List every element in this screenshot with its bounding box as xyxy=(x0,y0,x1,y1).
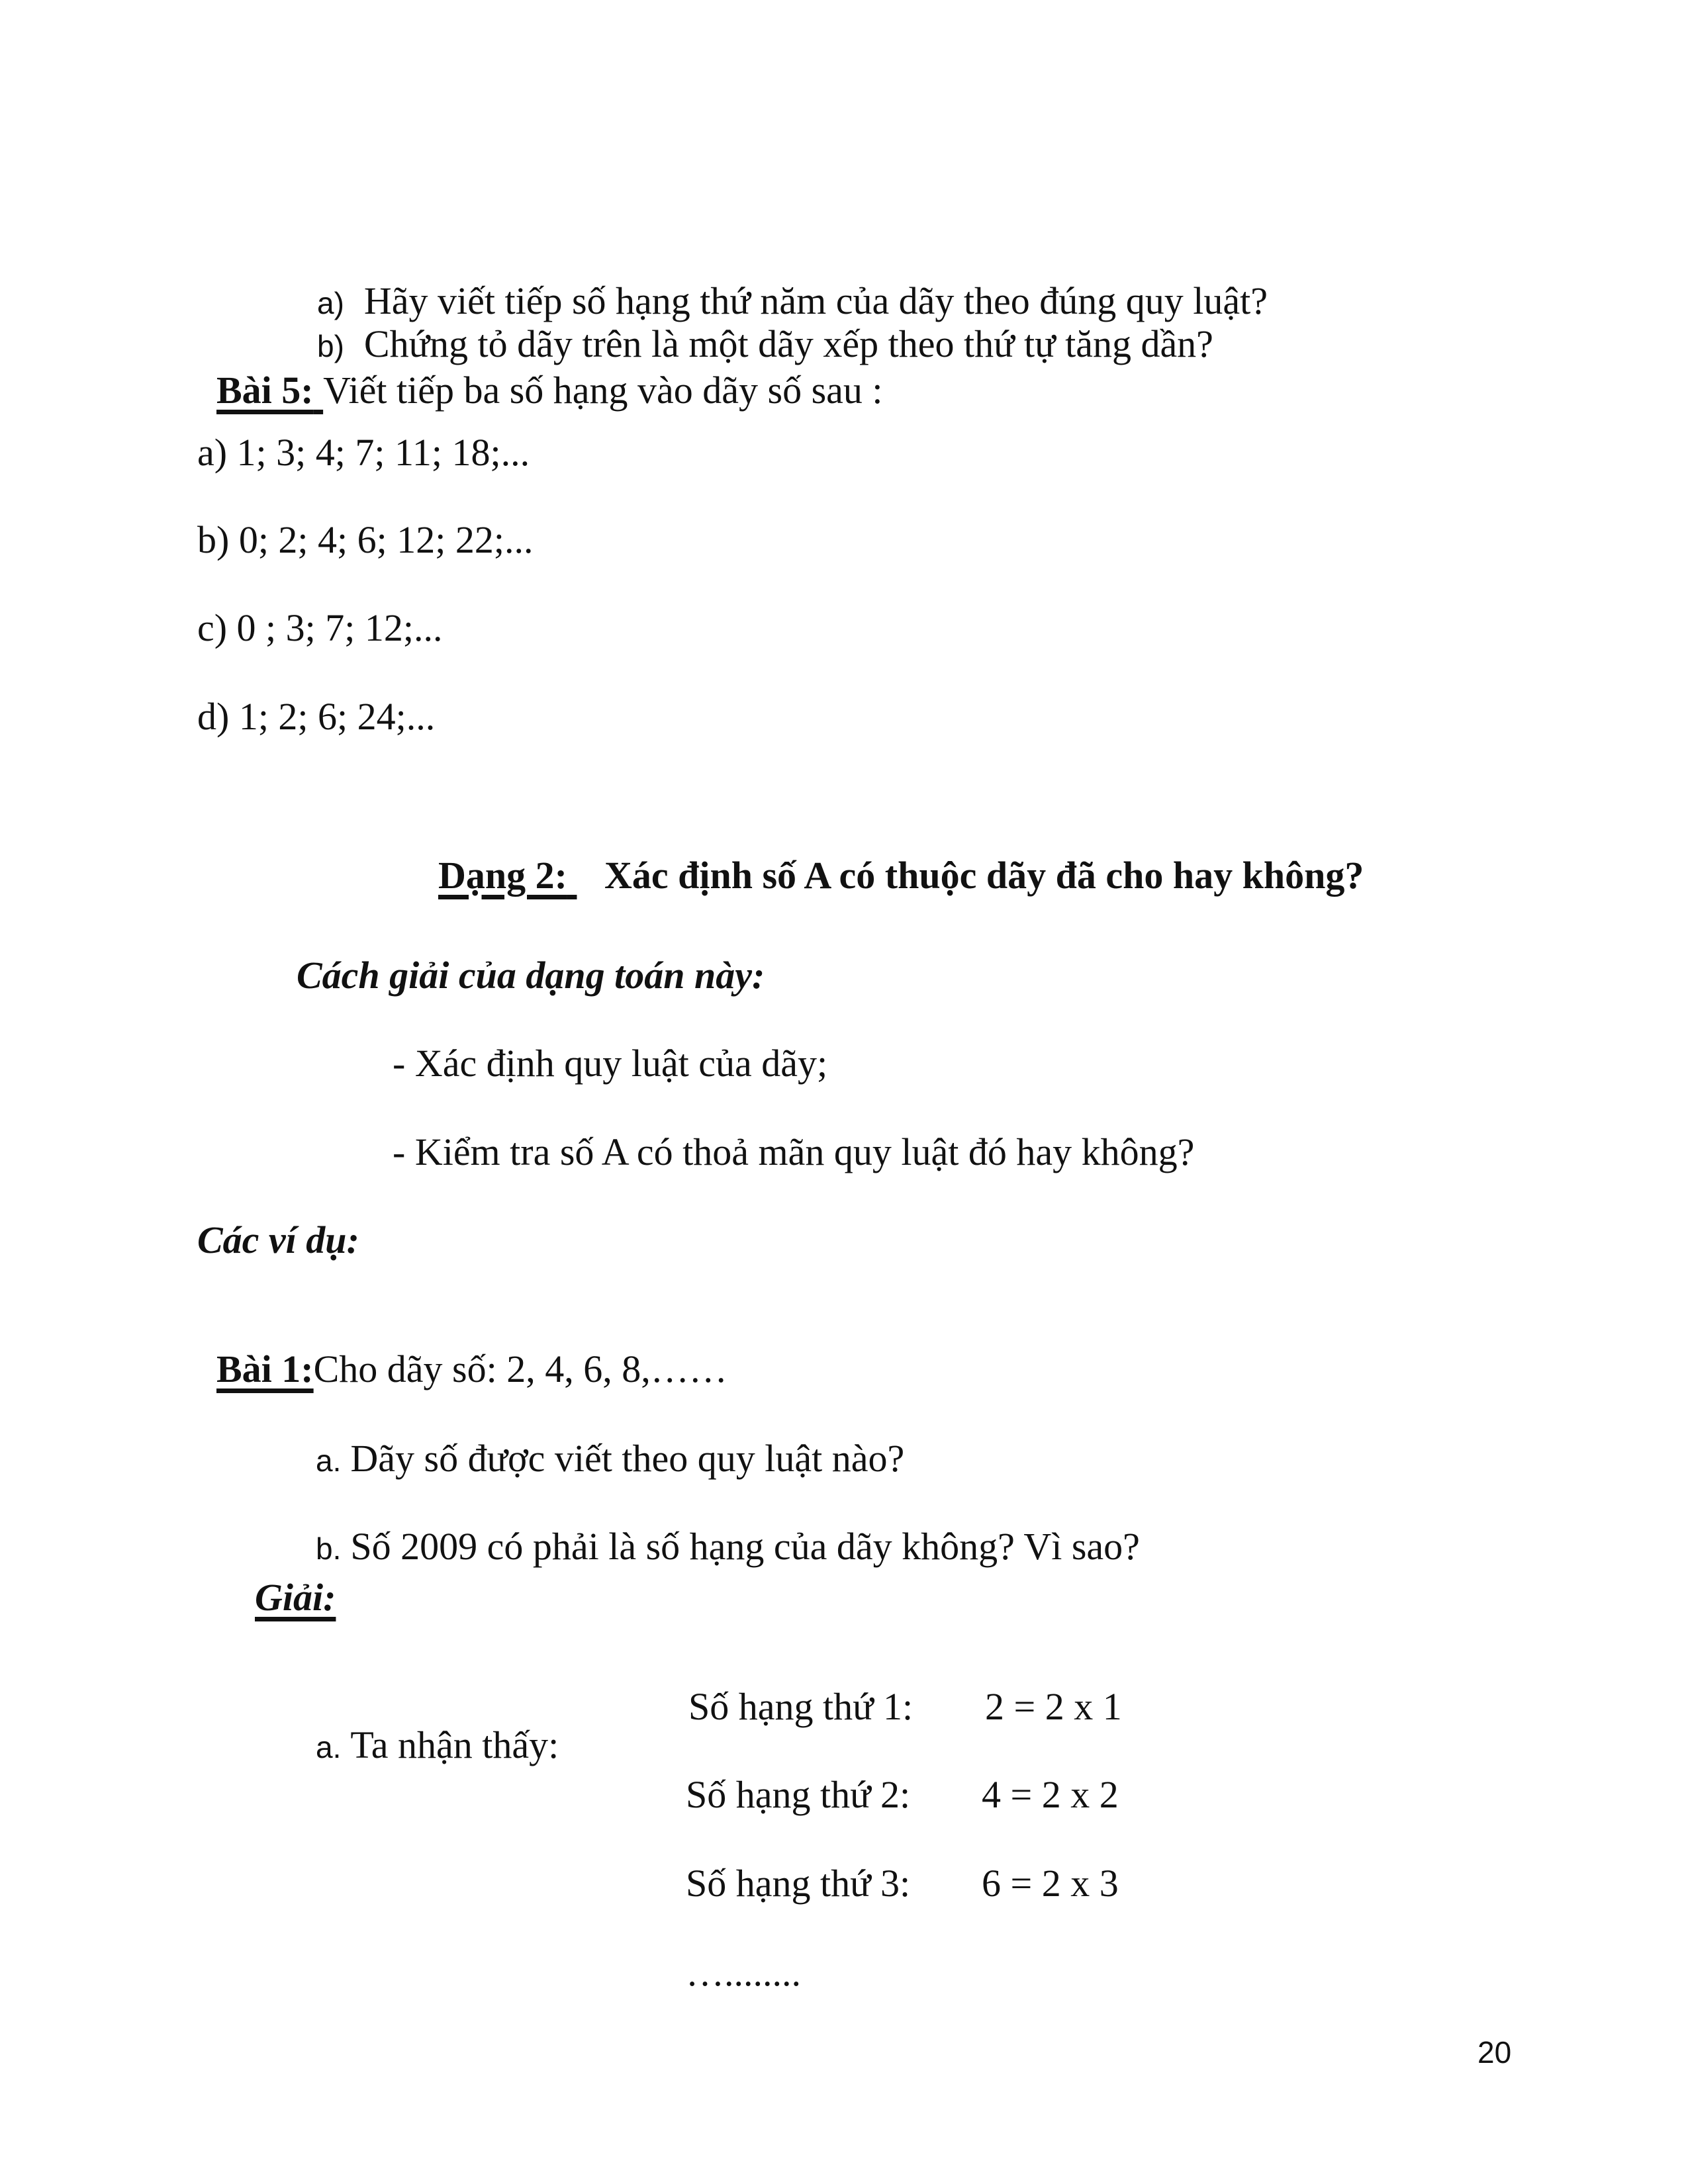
solution-a xyxy=(297,1688,559,1764)
method-step-2: - Kiểm tra số A có thoả mãn quy luật đó hay không? xyxy=(393,1130,1195,1173)
bai5-text: Viết tiếp ba số hạng vào dãy số sau : xyxy=(323,369,883,412)
bai1-text: Cho dãy số: 2, 4, 6, 8,…… xyxy=(313,1347,727,1390)
term-row-value: 6 = 2 x 3 xyxy=(982,1862,1119,1905)
bai5-item-c: c) 0 ; 3; 7; 12;... xyxy=(197,606,443,649)
section-label: Dạng 2: xyxy=(438,854,567,897)
method-step-1: - Xác định quy luật của dãy; xyxy=(393,1042,828,1085)
section-title: Xác định số A có thuộc dãy đã cho hay không? xyxy=(604,854,1364,897)
solution-a-text: Ta nhận thấy: xyxy=(350,1723,559,1766)
bai5-item-a: a) 1; 3; 4; 7; 11; 18;... xyxy=(197,431,530,474)
term-ellipsis: …........ xyxy=(686,1951,801,1994)
term-row-label: Số hạng thứ 3: xyxy=(686,1862,911,1905)
bai1-question-b-text: Số 2009 có phải là số hạng của dãy không? Vì sao? xyxy=(350,1525,1140,1568)
bai5-item-d: d) 1; 2; 6; 24;... xyxy=(197,695,436,738)
question-a-marker: a) xyxy=(317,286,344,320)
section-heading xyxy=(419,818,1364,895)
bai1-question-b-marker: b. xyxy=(316,1531,342,1566)
question-b-marker: b) xyxy=(317,329,344,363)
bai1-heading xyxy=(197,1312,727,1388)
examples-heading: Các ví dụ: xyxy=(197,1218,359,1261)
term-row-label: Số hạng thứ 1: xyxy=(688,1685,914,1728)
bai5-heading xyxy=(197,333,883,410)
bai1-question-a-text: Dãy số được viết theo quy luật nào? xyxy=(350,1437,905,1480)
method-heading: Cách giải của dạng toán này: xyxy=(297,954,765,997)
term-row-value: 4 = 2 x 2 xyxy=(982,1773,1119,1816)
bai5-label: Bài 5: xyxy=(216,369,314,412)
question-b-text: Chứng tỏ dãy trên là một dãy xếp theo thứ tự tăng dần? xyxy=(363,322,1213,365)
term-row-label: Số hạng thứ 2: xyxy=(686,1773,911,1816)
bai1-label: Bài 1: xyxy=(216,1347,314,1390)
bai1-question-b xyxy=(297,1489,1140,1566)
bai1-question-a xyxy=(297,1401,904,1478)
page-number: 20 xyxy=(1477,2035,1512,2070)
term-row-value: 2 = 2 x 1 xyxy=(985,1685,1122,1728)
solution-heading: Giải: xyxy=(255,1576,336,1619)
solution-a-marker: a. xyxy=(316,1730,342,1764)
bai1-question-a-marker: a. xyxy=(316,1443,342,1478)
bai5-item-b: b) 0; 2; 4; 6; 12; 22;... xyxy=(197,518,534,561)
question-a-text: Hãy viết tiếp số hạng thứ năm của dãy theo đúng quy luật? xyxy=(363,279,1268,322)
